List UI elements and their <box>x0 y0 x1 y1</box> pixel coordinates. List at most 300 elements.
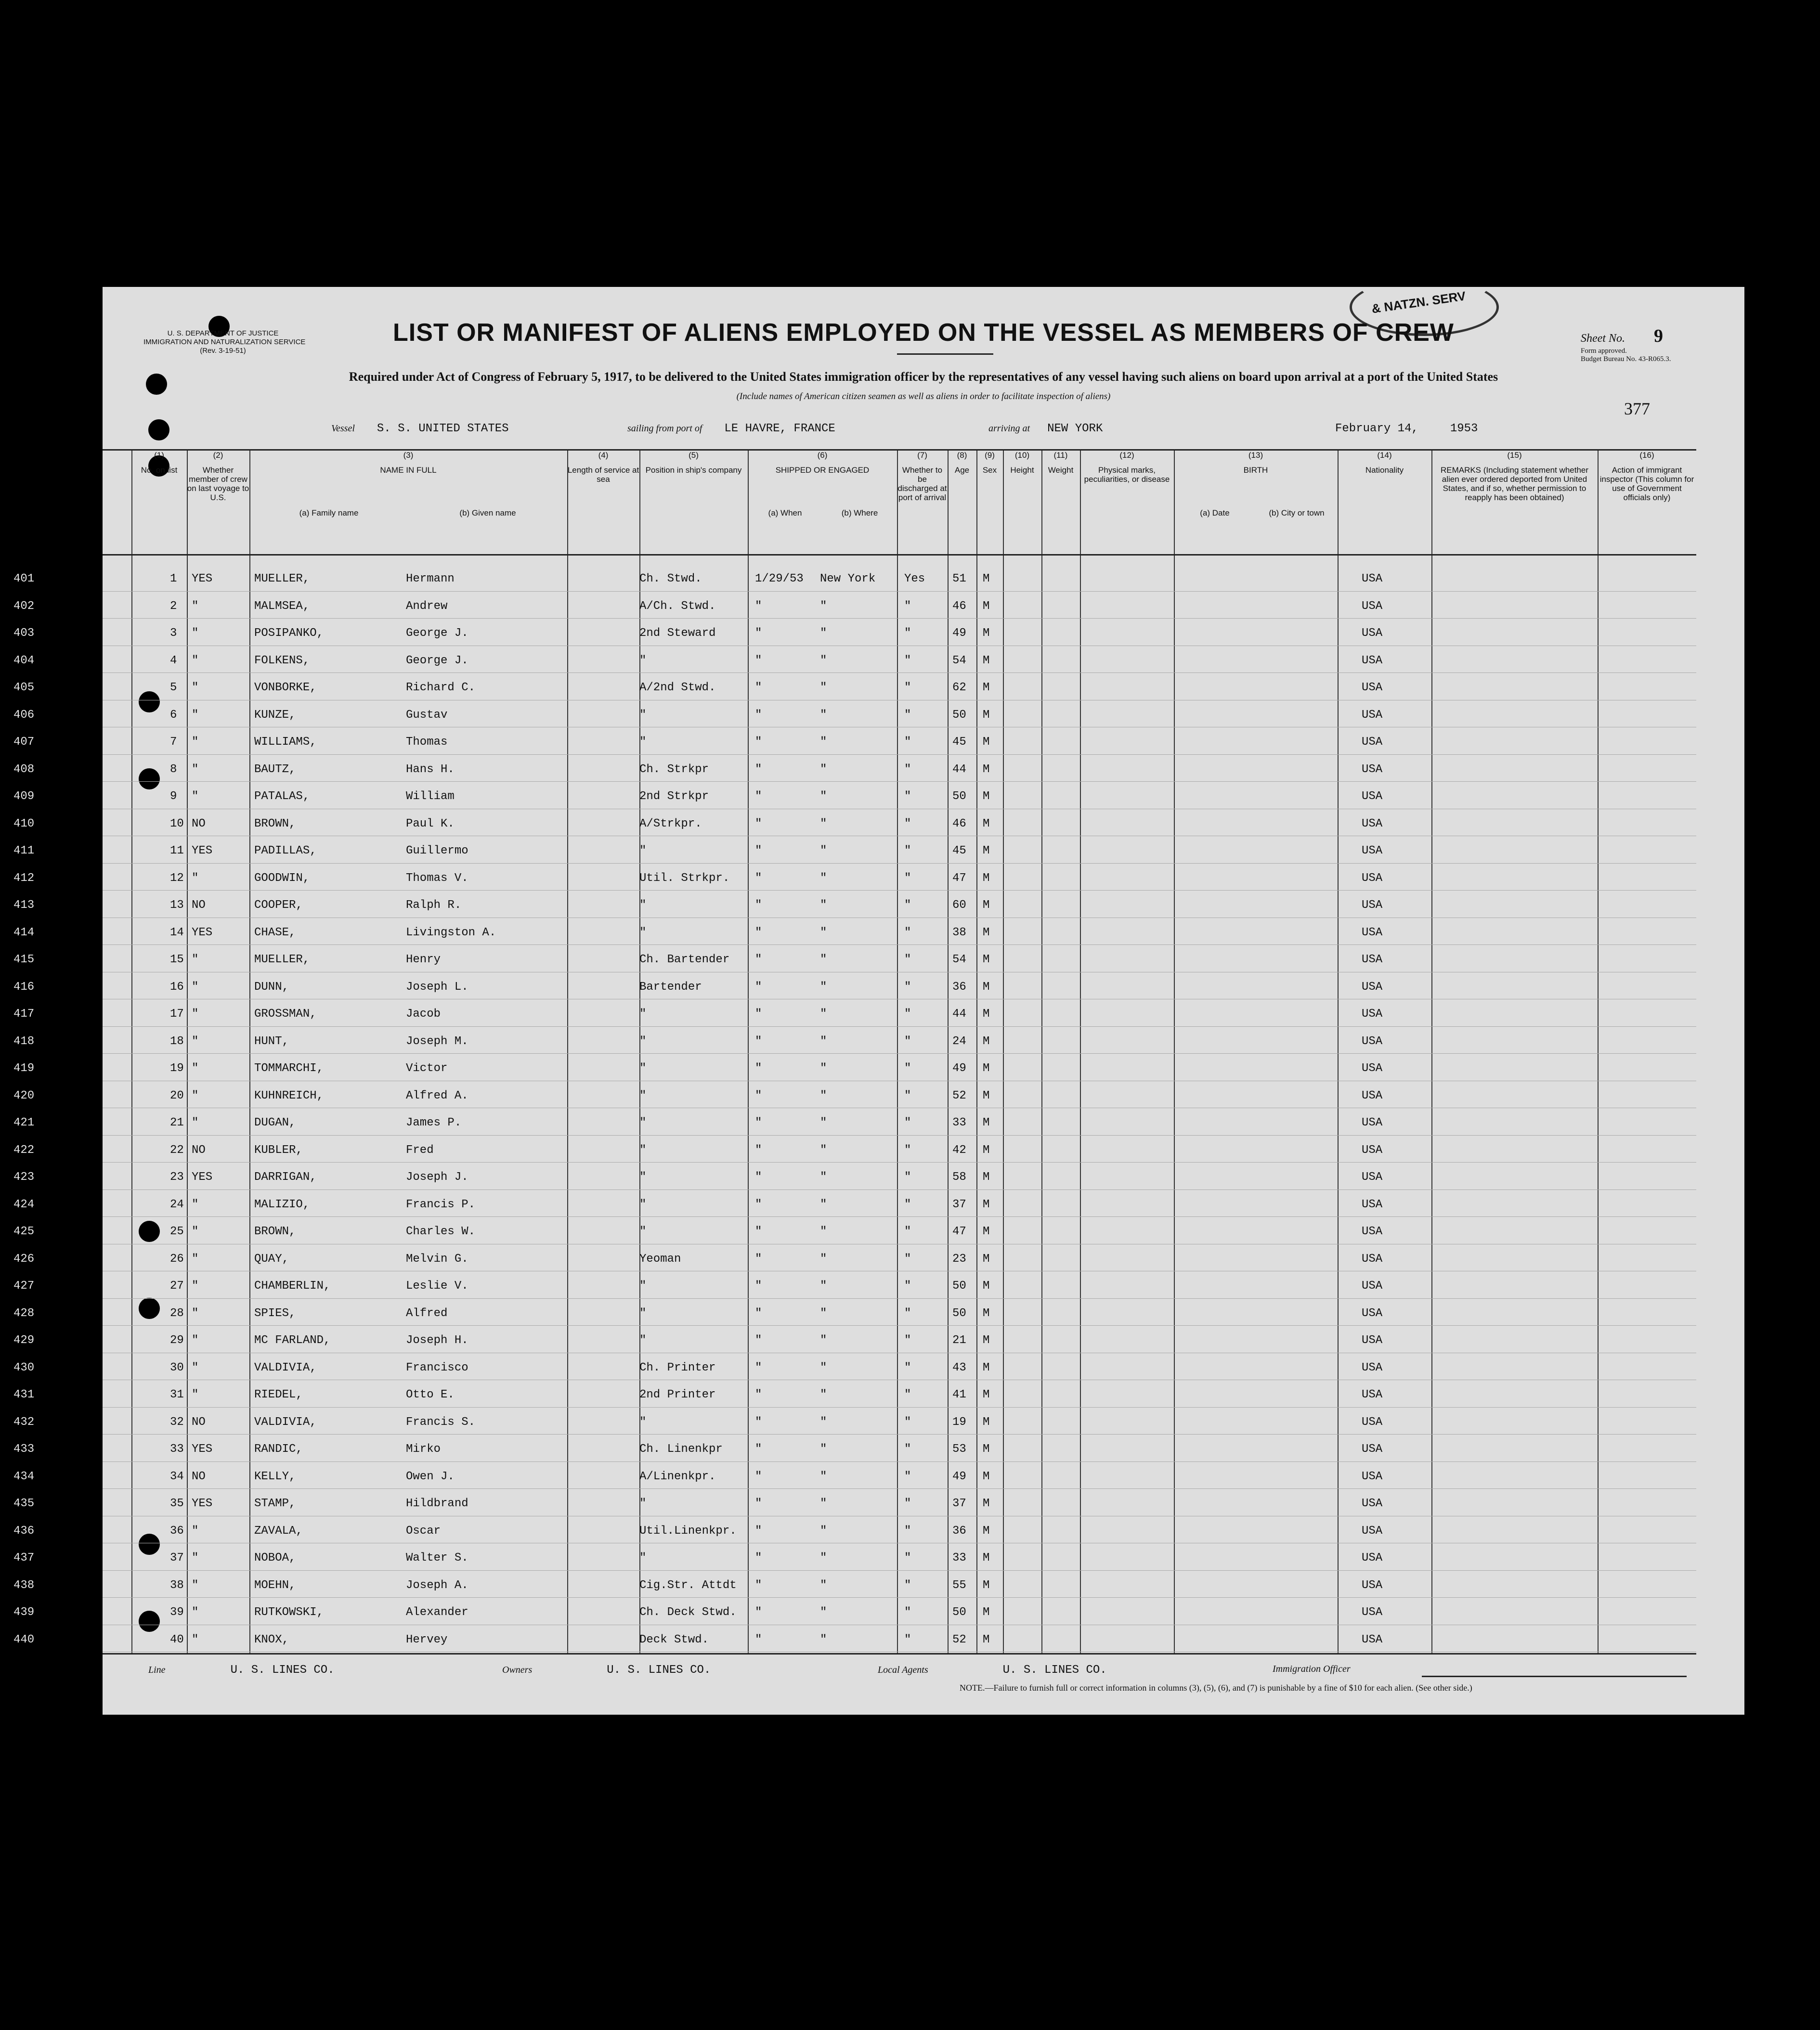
cell-dis: " <box>904 681 911 694</box>
cell-sex: M <box>983 681 990 694</box>
cell-dis: " <box>904 654 911 667</box>
cell-where: " <box>820 980 827 994</box>
cell-family: PADILLAS, <box>254 844 317 857</box>
cell-age: 47 <box>952 1225 966 1238</box>
cell-sex: M <box>983 1606 990 1619</box>
cell-nat: USA <box>1362 1443 1383 1456</box>
cell-last: " <box>192 1008 199 1021</box>
cell-pos: " <box>639 899 647 912</box>
cell-last: " <box>192 1552 199 1565</box>
cell-family: ZAVALA, <box>254 1524 303 1538</box>
cell-family: VALDIVIA, <box>254 1415 317 1429</box>
cell-last: NO <box>192 1470 206 1483</box>
cell-last: YES <box>192 1171 213 1184</box>
margin-number: 410 <box>13 817 35 830</box>
cell-where: " <box>820 1443 827 1456</box>
vessel-line: Vessel S. S. UNITED STATES <box>331 422 509 435</box>
cell-age: 33 <box>952 1552 966 1565</box>
cell-nat: USA <box>1362 654 1383 667</box>
cell-last: " <box>192 871 199 885</box>
column-header: (12) Physical marks, peculiarities, or disease <box>1084 451 1170 484</box>
margin-number: 404 <box>13 654 35 667</box>
footer-line: Line U. S. LINES CO. <box>148 1664 335 1677</box>
margin-number: 431 <box>13 1388 35 1401</box>
margin-number: 424 <box>13 1198 35 1211</box>
cell-age: 21 <box>952 1334 966 1347</box>
cell-no: 25 <box>170 1225 184 1238</box>
cell-where: " <box>820 1361 827 1374</box>
cell-sex: M <box>983 1252 990 1266</box>
cell-when: " <box>755 1306 762 1320</box>
table-row <box>103 591 1696 619</box>
table-row <box>103 1461 1696 1489</box>
title-rule <box>897 353 993 355</box>
cell-no: 32 <box>170 1415 184 1429</box>
margin-number: 412 <box>13 871 35 885</box>
cell-when: " <box>755 926 762 939</box>
cell-pos: " <box>639 1171 647 1184</box>
cell-pos: Bartender <box>639 980 702 994</box>
cell-given: Paul K. <box>406 817 455 830</box>
cell-dis: " <box>904 1225 911 1238</box>
cell-when: " <box>755 790 762 803</box>
cell-sex: M <box>983 926 990 939</box>
cell-nat: USA <box>1362 953 1383 966</box>
cell-age: 52 <box>952 1089 966 1102</box>
cell-sex: M <box>983 953 990 966</box>
column-header: (15) REMARKS (Including statement whether alien ever ordered deported from United States, and if so, whether permission to reapply has been obtained) <box>1440 451 1589 502</box>
table-row <box>103 1135 1696 1163</box>
column-header: (10) Height <box>1010 451 1034 475</box>
cell-no: 6 <box>170 708 177 722</box>
cell-age: 49 <box>952 1470 966 1483</box>
cell-given: Fred <box>406 1143 434 1157</box>
cell-age: 50 <box>952 1606 966 1619</box>
cell-last: YES <box>192 1443 213 1456</box>
cell-when: " <box>755 1008 762 1021</box>
cell-where: " <box>820 1198 827 1211</box>
cell-pos: " <box>639 844 647 857</box>
table-row <box>103 809 1696 837</box>
cell-nat: USA <box>1362 1252 1383 1266</box>
column-header: (11) Weight <box>1048 451 1074 475</box>
cell-no: 18 <box>170 1034 184 1048</box>
officer-signature <box>1422 1656 1687 1677</box>
cell-pos: Ch. Deck Stwd. <box>639 1606 737 1619</box>
footer-agents: Local Agents U. S. LINES CO. <box>878 1664 1107 1677</box>
table-row <box>103 1108 1696 1136</box>
cell-dis: " <box>904 871 911 885</box>
cell-pos: 2nd Strkpr <box>639 790 709 803</box>
cell-nat: USA <box>1362 1334 1383 1347</box>
cell-nat: USA <box>1362 599 1383 613</box>
margin-number: 409 <box>13 790 35 803</box>
cell-when: " <box>755 1062 762 1075</box>
cell-no: 2 <box>170 599 177 613</box>
table-row <box>103 1325 1696 1353</box>
cell-nat: USA <box>1362 1306 1383 1320</box>
cell-no: 35 <box>170 1497 184 1510</box>
cell-age: 44 <box>952 1008 966 1021</box>
cell-pos: " <box>639 1198 647 1211</box>
table-row <box>103 1434 1696 1462</box>
table-row <box>103 646 1696 673</box>
cell-dis: " <box>904 1143 911 1157</box>
cell-dis: " <box>904 1198 911 1211</box>
cell-where: " <box>820 1633 827 1646</box>
cell-nat: USA <box>1362 1578 1383 1592</box>
cell-age: 45 <box>952 736 966 749</box>
cell-when: " <box>755 1171 762 1184</box>
cell-last: " <box>192 599 199 613</box>
column-header: (16) Action of immigrant inspector (This column for use of Government officials only) <box>1599 451 1694 502</box>
cell-nat: USA <box>1362 1116 1383 1129</box>
cell-given: Gustav <box>406 708 448 722</box>
cell-family: MOEHN, <box>254 1578 296 1592</box>
margin-number: 433 <box>13 1443 35 1456</box>
cell-when: " <box>755 1470 762 1483</box>
table-row <box>103 1353 1696 1381</box>
cell-dis: Yes <box>904 572 925 585</box>
cell-age: 54 <box>952 654 966 667</box>
cell-no: 38 <box>170 1578 184 1592</box>
margin-number: 436 <box>13 1524 35 1538</box>
margin-number: 411 <box>13 844 35 857</box>
cell-given: William <box>406 790 455 803</box>
cell-pos: Ch. Strkpr <box>639 763 709 776</box>
cell-given: Otto E. <box>406 1388 455 1401</box>
cell-family: KUNZE, <box>254 708 296 722</box>
cell-nat: USA <box>1362 1280 1383 1293</box>
cell-dis: " <box>904 817 911 830</box>
cell-no: 3 <box>170 627 177 640</box>
table-row <box>103 1190 1696 1217</box>
cell-no: 33 <box>170 1443 184 1456</box>
cell-pos: " <box>639 1306 647 1320</box>
cell-no: 16 <box>170 980 184 994</box>
table-row <box>103 1380 1696 1408</box>
cell-sex: M <box>983 1415 990 1429</box>
cell-pos: Util.Linenkpr. <box>639 1524 737 1538</box>
cell-age: 24 <box>952 1034 966 1048</box>
cell-age: 47 <box>952 871 966 885</box>
cell-dis: " <box>904 627 911 640</box>
cell-age: 33 <box>952 1116 966 1129</box>
cell-given: Andrew <box>406 599 448 613</box>
cell-dis: " <box>904 1524 911 1538</box>
cell-where: " <box>820 899 827 912</box>
table-row <box>103 1488 1696 1516</box>
sheet-number: Sheet No. 9 <box>1581 326 1663 346</box>
cell-sex: M <box>983 1470 990 1483</box>
cell-last: " <box>192 1633 199 1646</box>
cell-where: " <box>820 1606 827 1619</box>
margin-number: 415 <box>13 953 35 966</box>
cell-no: 19 <box>170 1062 184 1075</box>
margin-number: 425 <box>13 1225 35 1238</box>
cell-last: NO <box>192 1415 206 1429</box>
official-stamp: & NATZN. SERV <box>1350 278 1499 336</box>
cell-given: Charles W. <box>406 1225 476 1238</box>
cell-dis: " <box>904 790 911 803</box>
cell-no: 9 <box>170 790 177 803</box>
cell-family: BAUTZ, <box>254 763 296 776</box>
cell-where: " <box>820 844 827 857</box>
cell-last: " <box>192 1089 199 1102</box>
cell-no: 31 <box>170 1388 184 1401</box>
cell-last: " <box>192 980 199 994</box>
cell-nat: USA <box>1362 1062 1383 1075</box>
cell-last: " <box>192 1198 199 1211</box>
cell-family: MALIZIO, <box>254 1198 310 1211</box>
cell-when: " <box>755 844 762 857</box>
cell-given: Alfred A. <box>406 1089 468 1102</box>
cell-nat: USA <box>1362 1225 1383 1238</box>
cell-dis: " <box>904 1552 911 1565</box>
cell-family: TOMMARCHI, <box>254 1062 324 1075</box>
cell-nat: USA <box>1362 790 1383 803</box>
cell-no: 4 <box>170 654 177 667</box>
cell-dis: " <box>904 980 911 994</box>
cell-given: Melvin G. <box>406 1252 468 1266</box>
cell-pos: 2nd Steward <box>639 627 716 640</box>
cell-family: STAMP, <box>254 1497 296 1510</box>
cell-sex: M <box>983 1280 990 1293</box>
cell-given: Joseph A. <box>406 1578 468 1592</box>
cell-when: " <box>755 1143 762 1157</box>
margin-number: 402 <box>13 599 35 613</box>
cell-when: " <box>755 1524 762 1538</box>
footer-officer: Immigration Officer <box>1273 1664 1351 1674</box>
cell-family: FOLKENS, <box>254 654 310 667</box>
cell-no: 8 <box>170 763 177 776</box>
cell-no: 17 <box>170 1008 184 1021</box>
cell-given: Joseph M. <box>406 1034 468 1048</box>
cell-age: 52 <box>952 1633 966 1646</box>
cell-dis: " <box>904 736 911 749</box>
cell-where: " <box>820 1552 827 1565</box>
cell-where: " <box>820 1578 827 1592</box>
cell-where: " <box>820 654 827 667</box>
cell-nat: USA <box>1362 1606 1383 1619</box>
cell-pos: Deck Stwd. <box>639 1633 709 1646</box>
cell-family: MUELLER, <box>254 953 310 966</box>
cell-pos: " <box>639 1062 647 1075</box>
cell-when: " <box>755 1334 762 1347</box>
cell-family: BROWN, <box>254 1225 296 1238</box>
cell-when: " <box>755 871 762 885</box>
cell-given: Francisco <box>406 1361 468 1374</box>
cell-where: " <box>820 790 827 803</box>
cell-where: " <box>820 627 827 640</box>
cell-age: 51 <box>952 572 966 585</box>
cell-last: " <box>192 1524 199 1538</box>
cell-when: " <box>755 1034 762 1048</box>
cell-dis: " <box>904 1443 911 1456</box>
cell-age: 50 <box>952 708 966 722</box>
cell-where: New York <box>820 572 876 585</box>
cell-no: 20 <box>170 1089 184 1102</box>
cell-pos: " <box>639 1497 647 1510</box>
form-title: LIST OR MANIFEST OF ALIENS EMPLOYED ON THE VESSEL AS MEMBERS OF CREW <box>393 319 1454 347</box>
margin-number: 438 <box>13 1578 35 1592</box>
margin-number: 439 <box>13 1606 35 1619</box>
cell-when: " <box>755 708 762 722</box>
cell-where: " <box>820 1089 827 1102</box>
cell-family: MC FARLAND, <box>254 1334 331 1347</box>
cell-no: 13 <box>170 899 184 912</box>
cell-when: " <box>755 1361 762 1374</box>
cell-pos: Ch. Linenkpr <box>639 1443 723 1456</box>
cell-sex: M <box>983 572 990 585</box>
cell-family: KNOX, <box>254 1633 289 1646</box>
cell-when: " <box>755 1443 762 1456</box>
cell-given: Owen J. <box>406 1470 455 1483</box>
cell-where: " <box>820 1143 827 1157</box>
cell-sex: M <box>983 599 990 613</box>
cell-age: 62 <box>952 681 966 694</box>
table-row <box>103 618 1696 646</box>
cell-last: " <box>192 1116 199 1129</box>
cell-last: " <box>192 1062 199 1075</box>
cell-last: " <box>192 1034 199 1048</box>
cell-family: RANDIC, <box>254 1443 303 1456</box>
margin-number: 434 <box>13 1470 35 1483</box>
cell-last: " <box>192 627 199 640</box>
cell-age: 42 <box>952 1143 966 1157</box>
table-row <box>103 1407 1696 1435</box>
table-row <box>103 836 1696 864</box>
cell-sex: M <box>983 1306 990 1320</box>
cell-given: Joseph L. <box>406 980 468 994</box>
cell-last: " <box>192 681 199 694</box>
cell-when: " <box>755 654 762 667</box>
cell-where: " <box>820 1034 827 1048</box>
cell-where: " <box>820 1306 827 1320</box>
cell-sex: M <box>983 1578 990 1592</box>
cell-dis: " <box>904 844 911 857</box>
cell-no: 30 <box>170 1361 184 1374</box>
cell-where: " <box>820 817 827 830</box>
margin-number: 426 <box>13 1252 35 1266</box>
margin-number: 416 <box>13 980 35 994</box>
margin-number: 422 <box>13 1143 35 1157</box>
cell-no: 37 <box>170 1552 184 1565</box>
cell-nat: USA <box>1362 980 1383 994</box>
cell-when: " <box>755 763 762 776</box>
table-row <box>103 1244 1696 1272</box>
cell-dis: " <box>904 1361 911 1374</box>
cell-age: 37 <box>952 1497 966 1510</box>
cell-pos: Ch. Bartender <box>639 953 730 966</box>
cell-age: 50 <box>952 1306 966 1320</box>
cell-sex: M <box>983 1198 990 1211</box>
column-header: (1) No. on list <box>141 451 178 475</box>
cell-where: " <box>820 1497 827 1510</box>
cell-given: George J. <box>406 627 468 640</box>
cell-last: " <box>192 654 199 667</box>
cell-family: NOBOA, <box>254 1552 296 1565</box>
cell-where: " <box>820 708 827 722</box>
cell-given: Henry <box>406 953 441 966</box>
cell-pos: A/Strkpr. <box>639 817 702 830</box>
cell-given: Hervey <box>406 1633 448 1646</box>
cell-pos: " <box>639 1334 647 1347</box>
margin-number: 437 <box>13 1552 35 1565</box>
cell-family: PATALAS, <box>254 790 310 803</box>
cell-sex: M <box>983 1443 990 1456</box>
cell-nat: USA <box>1362 1524 1383 1538</box>
cell-no: 11 <box>170 844 184 857</box>
cell-dis: " <box>904 1470 911 1483</box>
column-header: (7) Whether to be discharged at port of arrival <box>897 451 947 502</box>
cell-nat: USA <box>1362 1415 1383 1429</box>
cell-sex: M <box>983 1552 990 1565</box>
cell-given: Ralph R. <box>406 899 462 912</box>
cell-nat: USA <box>1362 844 1383 857</box>
cell-age: 46 <box>952 599 966 613</box>
cell-pos: " <box>639 1415 647 1429</box>
cell-no: 14 <box>170 926 184 939</box>
cell-last: NO <box>192 899 206 912</box>
cell-given: Hermann <box>406 572 455 585</box>
cell-sex: M <box>983 899 990 912</box>
cell-age: 55 <box>952 1578 966 1592</box>
table-row <box>103 1625 1696 1653</box>
table-row <box>103 1597 1696 1625</box>
cell-nat: USA <box>1362 1361 1383 1374</box>
cell-pos: A/2nd Stwd. <box>639 681 716 694</box>
cell-dis: " <box>904 1116 911 1129</box>
cell-last: " <box>192 953 199 966</box>
cell-given: Hans H. <box>406 763 455 776</box>
cell-last: " <box>192 1361 199 1374</box>
table-row <box>103 700 1696 728</box>
cell-dis: " <box>904 1280 911 1293</box>
cell-sex: M <box>983 1388 990 1401</box>
cell-last: " <box>192 708 199 722</box>
cell-last: NO <box>192 817 206 830</box>
cell-age: 23 <box>952 1252 966 1266</box>
cell-pos: Cig.Str. Attdt <box>639 1578 737 1592</box>
cell-pos: " <box>639 1552 647 1565</box>
cell-dis: " <box>904 1578 911 1592</box>
cell-given: Alfred <box>406 1306 448 1320</box>
cell-family: VONBORKE, <box>254 681 317 694</box>
cell-when: " <box>755 1552 762 1565</box>
margin-number: 420 <box>13 1089 35 1102</box>
cell-given: Thomas V. <box>406 871 468 885</box>
cell-sex: M <box>983 817 990 830</box>
cell-family: DUNN, <box>254 980 289 994</box>
cell-given: Francis S. <box>406 1415 476 1429</box>
cell-where: " <box>820 763 827 776</box>
cell-last: YES <box>192 1497 213 1510</box>
cell-family: SPIES, <box>254 1306 296 1320</box>
cell-pos: Yeoman <box>639 1252 681 1266</box>
cell-when: " <box>755 1116 762 1129</box>
cell-last: " <box>192 763 199 776</box>
cell-pos: " <box>639 1143 647 1157</box>
margin-number: 418 <box>13 1034 35 1048</box>
cell-nat: USA <box>1362 1171 1383 1184</box>
cell-when: " <box>755 1415 762 1429</box>
cell-family: POSIPANKO, <box>254 627 324 640</box>
cell-last: " <box>192 1606 199 1619</box>
cell-given: Alexander <box>406 1606 468 1619</box>
cell-when: " <box>755 1252 762 1266</box>
cell-when: " <box>755 681 762 694</box>
